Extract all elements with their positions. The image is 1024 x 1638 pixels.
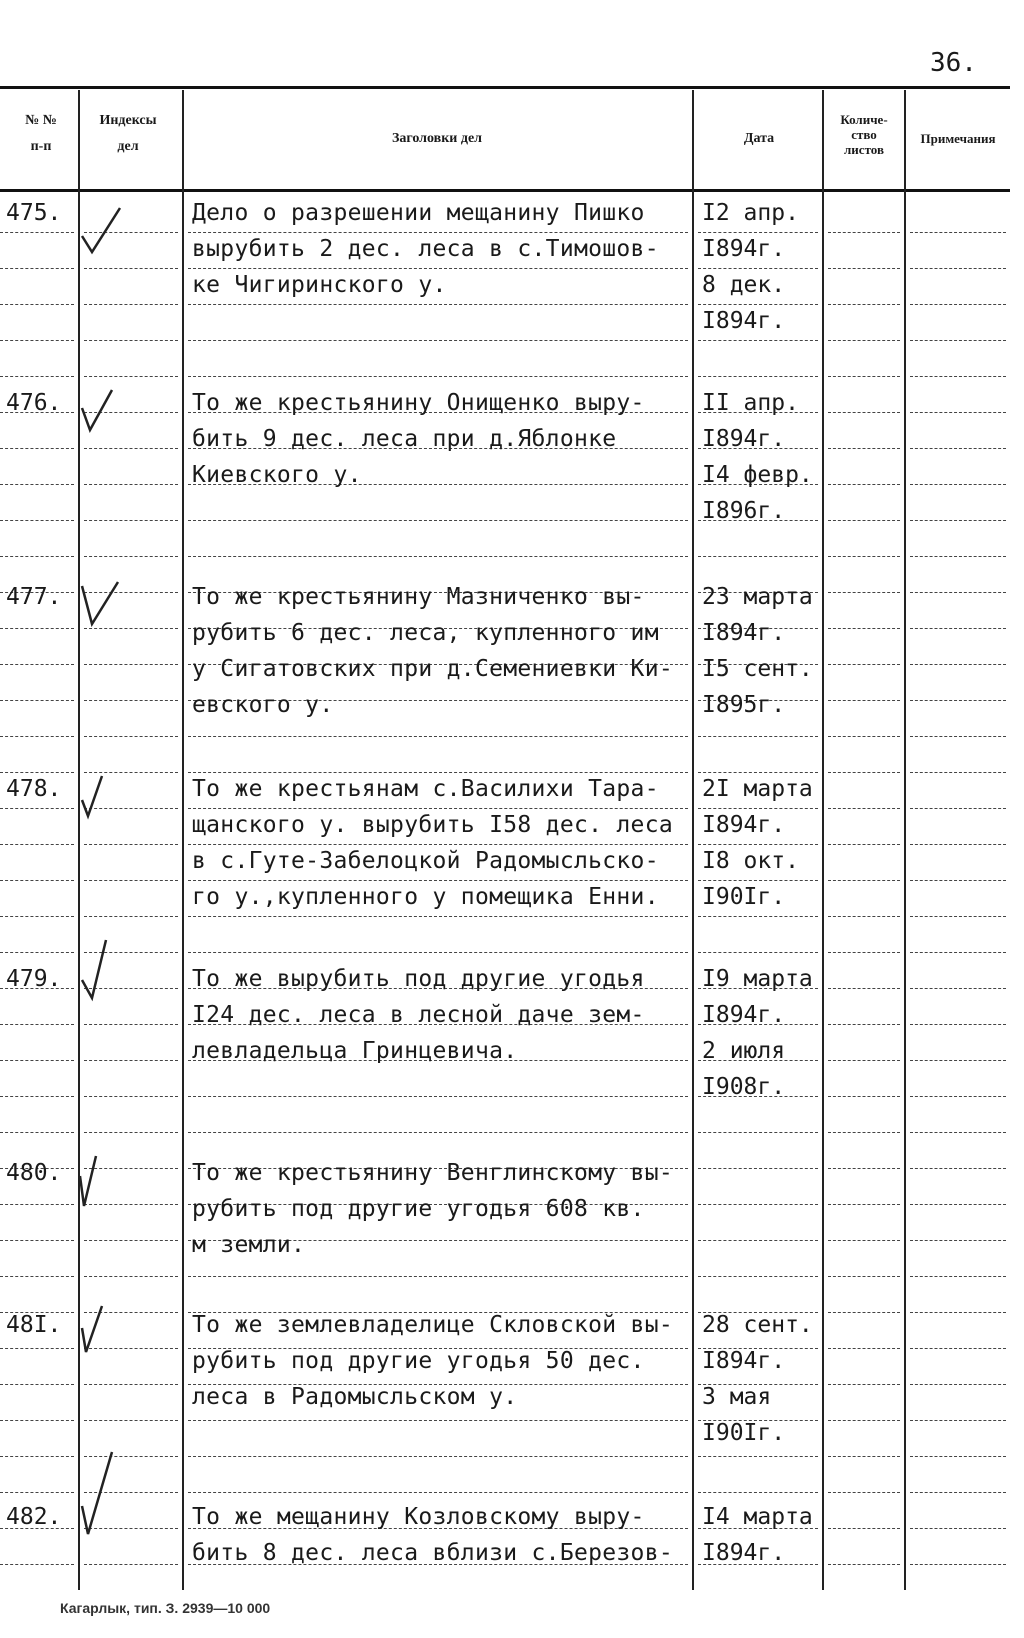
ruled-line	[0, 628, 74, 630]
check-mark-icon	[78, 204, 128, 258]
ruled-line	[910, 484, 1006, 486]
record-date-line: 2I марта	[702, 776, 813, 802]
ruled-line	[0, 952, 74, 954]
ruled-line	[828, 628, 900, 630]
ruled-line	[0, 1060, 74, 1062]
ruled-line	[828, 1240, 900, 1242]
ruled-line	[0, 1024, 74, 1026]
ruled-line	[698, 1132, 818, 1134]
ruled-line	[910, 808, 1006, 810]
ruled-line	[698, 340, 818, 342]
ruled-line	[188, 1420, 688, 1422]
ruled-line	[698, 1456, 818, 1458]
column-header-number: № № п-п	[25, 113, 57, 154]
record-date-line: I90Iг.	[702, 1420, 786, 1446]
ruled-line	[84, 1024, 178, 1026]
ruled-line	[828, 1384, 900, 1386]
ruled-line	[910, 844, 1006, 846]
record-date-line: I894г.	[702, 1348, 786, 1374]
record-title-line: I24 дес. леса в лесной даче зем-	[192, 1002, 645, 1028]
column-header-date: Дата	[743, 131, 775, 146]
ruled-line	[698, 1240, 818, 1242]
record-title-line: Дело о разрешении мещанину Пишко	[192, 200, 645, 226]
record-number: 482.	[6, 1504, 62, 1530]
ruled-line	[698, 880, 818, 882]
record-date-line: I9 марта	[702, 966, 813, 992]
ruled-line	[698, 556, 818, 558]
ruled-line	[910, 1312, 1006, 1314]
ruled-line	[0, 844, 74, 846]
ruled-line	[828, 448, 900, 450]
ruled-line	[910, 880, 1006, 882]
record-title-line: бить 9 дес. леса при д.Яблонке	[192, 426, 617, 452]
ruled-line	[84, 1132, 178, 1134]
ruled-line	[84, 880, 178, 882]
ruled-line	[0, 484, 74, 486]
ruled-line	[0, 1204, 74, 1206]
check-mark-icon	[78, 1304, 128, 1358]
ruled-line	[188, 340, 688, 342]
ruled-line	[188, 916, 688, 918]
record-date-line: I894г.	[702, 308, 786, 334]
column-header-sheets: Количе- ство листов	[840, 112, 888, 157]
ruled-line	[698, 1492, 818, 1494]
column-header-index: Индексы дел	[99, 113, 157, 154]
ruled-line	[828, 1024, 900, 1026]
ruled-line	[84, 1276, 178, 1278]
ruled-line	[828, 1096, 900, 1098]
ruled-line	[910, 1564, 1006, 1566]
ruled-line	[828, 1564, 900, 1566]
ruled-line	[828, 664, 900, 666]
ruled-line	[828, 952, 900, 954]
record-date-line: I894г.	[702, 236, 786, 262]
ruled-line	[698, 772, 818, 774]
ruled-line	[698, 232, 818, 234]
record-date-line: II апр.	[702, 390, 799, 416]
record-title-line: у Сигатовских при д.Семениевки Ки-	[192, 656, 674, 682]
ruled-line	[828, 916, 900, 918]
ruled-line	[188, 556, 688, 558]
record-number: 477.	[6, 584, 62, 610]
record-date-line: I895г.	[702, 692, 786, 718]
ruled-line	[84, 1060, 178, 1062]
ruled-line	[910, 556, 1006, 558]
ruled-line	[188, 1096, 688, 1098]
ruled-line	[0, 1420, 74, 1422]
ruled-line	[84, 916, 178, 918]
header-bottom-rule	[0, 189, 1010, 192]
ruled-line	[188, 268, 688, 270]
record-date-line: I894г.	[702, 812, 786, 838]
ruled-line	[0, 1348, 74, 1350]
record-number: 476.	[6, 390, 62, 416]
ruled-line	[84, 520, 178, 522]
ruled-line	[188, 232, 688, 234]
record-date-line: I5 сент.	[702, 656, 813, 682]
ruled-line	[828, 1492, 900, 1494]
ruled-line	[828, 412, 900, 414]
check-mark-icon	[78, 936, 128, 1006]
header-top-rule	[0, 86, 1010, 89]
record-title-line: м земли.	[192, 1232, 306, 1258]
ruled-line	[84, 736, 178, 738]
ruled-line	[0, 736, 74, 738]
ruled-line	[0, 808, 74, 810]
printer-imprint: Кагарлык, тип. З. 2939—10 000	[60, 1600, 271, 1616]
record-number: 475.	[6, 200, 62, 226]
ruled-line	[188, 1492, 688, 1494]
ruled-line	[828, 772, 900, 774]
ruled-line	[0, 1492, 74, 1494]
column-divider	[822, 90, 824, 1590]
ruled-line	[828, 880, 900, 882]
ruled-line	[828, 1528, 900, 1530]
ruled-line	[698, 304, 818, 306]
ruled-line	[828, 232, 900, 234]
ruled-line	[84, 376, 178, 378]
record-title-line: То же крестьянину Мазниченко вы-	[192, 584, 645, 610]
ruled-line	[84, 1420, 178, 1422]
ruled-line	[0, 376, 74, 378]
ruled-line	[84, 1384, 178, 1386]
record-title-line: евского у.	[192, 692, 334, 718]
record-date-line: I894г.	[702, 1002, 786, 1028]
record-title-line: То же мещанину Козловскому выру-	[192, 1504, 645, 1530]
ruled-line	[910, 664, 1006, 666]
ruled-line	[188, 376, 688, 378]
record-title-line: рубить 6 дес. леса, купленного им	[192, 620, 659, 646]
record-date-line: I894г.	[702, 620, 786, 646]
record-title-line: го у.,купленного у помещика Енни.	[192, 884, 659, 910]
ruled-line	[0, 916, 74, 918]
record-date-line: 23 марта	[702, 584, 813, 610]
ruled-line	[910, 1024, 1006, 1026]
ruled-line	[910, 1384, 1006, 1386]
ruled-line	[828, 808, 900, 810]
ruled-line	[910, 1492, 1006, 1494]
ruled-line	[828, 1276, 900, 1278]
record-date-line: I2 апр.	[702, 200, 799, 226]
ruled-line	[910, 1096, 1006, 1098]
ruled-line	[188, 808, 688, 810]
ruled-line	[698, 376, 818, 378]
record-date-line: 2 июля	[702, 1038, 786, 1064]
record-title-line: ке Чигиринского у.	[192, 272, 447, 298]
ruled-line	[698, 736, 818, 738]
record-title-line: Киевского у.	[192, 462, 362, 488]
ruled-line	[910, 1240, 1006, 1242]
check-mark-icon	[78, 384, 128, 438]
ruled-line	[84, 268, 178, 270]
ruled-line	[910, 952, 1006, 954]
ruled-line	[0, 1564, 74, 1566]
check-mark-icon	[78, 774, 128, 828]
ruled-line	[0, 772, 74, 774]
ruled-line	[910, 1132, 1006, 1134]
record-date-line: I90Iг.	[702, 884, 786, 910]
record-title-line: То же крестьянам с.Василихи Тара-	[192, 776, 659, 802]
record-number: 478.	[6, 776, 62, 802]
ruled-line	[84, 484, 178, 486]
ruled-line	[0, 664, 74, 666]
ruled-line	[910, 700, 1006, 702]
page-number: 36.	[930, 48, 977, 78]
ruled-line	[910, 232, 1006, 234]
check-mark-icon	[78, 580, 128, 634]
ruled-line	[910, 1060, 1006, 1062]
ruled-line	[910, 340, 1006, 342]
ruled-line	[188, 520, 688, 522]
ruled-line	[0, 304, 74, 306]
check-mark-icon	[78, 1154, 128, 1214]
ruled-line	[698, 952, 818, 954]
column-divider	[692, 90, 694, 1590]
record-title-line: То же вырубить под другие угодья	[192, 966, 645, 992]
ruled-line	[0, 1456, 74, 1458]
ruled-line	[0, 340, 74, 342]
ruled-line	[910, 1168, 1006, 1170]
ruled-line	[0, 1132, 74, 1134]
ruled-line	[698, 1168, 818, 1170]
ruled-line	[84, 700, 178, 702]
record-date-line: I8 окт.	[702, 848, 799, 874]
ruled-line	[84, 556, 178, 558]
column-header-title: Заголовки дел	[391, 131, 483, 146]
ruled-line	[910, 1348, 1006, 1350]
ruled-line	[828, 700, 900, 702]
ruled-line	[0, 268, 74, 270]
ruled-line	[188, 304, 688, 306]
ruled-line	[0, 700, 74, 702]
ruled-line	[828, 1132, 900, 1134]
ruled-line	[910, 376, 1006, 378]
record-title-line: вырубить 2 дес. леса в с.Тимошов-	[192, 236, 659, 262]
ruled-line	[828, 556, 900, 558]
ruled-line	[0, 1384, 74, 1386]
ruled-line	[910, 448, 1006, 450]
ruled-line	[910, 1528, 1006, 1530]
ruled-line	[188, 952, 688, 954]
ruled-line	[910, 628, 1006, 630]
record-date-line: I908г.	[702, 1074, 786, 1100]
ruled-line	[0, 556, 74, 558]
column-divider	[78, 90, 80, 1590]
ruled-line	[188, 1132, 688, 1134]
ruled-line	[828, 376, 900, 378]
ruled-line	[84, 304, 178, 306]
ruled-line	[84, 448, 178, 450]
record-title-line: То же крестьянину Венглинскому вы-	[192, 1160, 674, 1186]
ruled-line	[188, 844, 688, 846]
ruled-line	[828, 988, 900, 990]
record-title-line: в с.Гуте-Забелоцкой Радомысльско-	[192, 848, 659, 874]
ruled-line	[188, 880, 688, 882]
ruled-line	[910, 916, 1006, 918]
record-date-line: 8 дек.	[702, 272, 786, 298]
check-mark-icon	[78, 1450, 128, 1540]
record-title-line: То же землевладелице Скловской вы-	[192, 1312, 674, 1338]
record-title-line: леса в Радомысльском у.	[192, 1384, 518, 1410]
ruled-line	[910, 1420, 1006, 1422]
ruled-line	[828, 340, 900, 342]
ruled-line	[910, 772, 1006, 774]
record-title-line: То же крестьянину Онищенко выру-	[192, 390, 645, 416]
ruled-line	[0, 1276, 74, 1278]
ruled-line	[828, 1312, 900, 1314]
ruled-line	[84, 1564, 178, 1566]
ruled-line	[910, 592, 1006, 594]
ruled-line	[84, 340, 178, 342]
ruled-line	[910, 1276, 1006, 1278]
ruled-line	[910, 304, 1006, 306]
ruled-line	[910, 736, 1006, 738]
ruled-line	[0, 1096, 74, 1098]
ruled-line	[828, 736, 900, 738]
ruled-line	[188, 1456, 688, 1458]
ruled-line	[698, 268, 818, 270]
ruled-line	[188, 772, 688, 774]
ruled-line	[0, 520, 74, 522]
ruled-line	[698, 916, 818, 918]
record-date-line: I894г.	[702, 1540, 786, 1566]
ruled-line	[84, 844, 178, 846]
ruled-line	[84, 1240, 178, 1242]
ruled-line	[828, 1420, 900, 1422]
column-header-notes: Примечания	[920, 131, 996, 146]
ruled-line	[910, 412, 1006, 414]
ruled-line	[910, 1456, 1006, 1458]
ruled-line	[910, 1204, 1006, 1206]
ruled-line	[0, 448, 74, 450]
ruled-line	[698, 1276, 818, 1278]
ruled-line	[828, 1060, 900, 1062]
ruled-line	[828, 304, 900, 306]
record-title-line: щанского у. вырубить I58 дес. леса	[192, 812, 674, 838]
ruled-line	[910, 520, 1006, 522]
ruled-line	[828, 844, 900, 846]
ruled-line	[0, 880, 74, 882]
record-title-line: левладельца Гринцевича.	[192, 1038, 518, 1064]
record-number: 479.	[6, 966, 62, 992]
record-date-line: I4 февр.	[702, 462, 813, 488]
record-date-line: 3 мая	[702, 1384, 772, 1410]
record-date-line: 28 сент.	[702, 1312, 813, 1338]
ruled-line	[188, 1276, 688, 1278]
ruled-line	[188, 736, 688, 738]
column-divider	[904, 90, 906, 1590]
ruled-line	[828, 1456, 900, 1458]
ruled-line	[828, 268, 900, 270]
ruled-line	[828, 520, 900, 522]
record-number: 48I.	[6, 1312, 62, 1338]
ruled-line	[698, 844, 818, 846]
ruled-line	[0, 1240, 74, 1242]
ruled-line	[828, 1348, 900, 1350]
ruled-line	[84, 664, 178, 666]
ruled-line	[698, 808, 818, 810]
ruled-line	[828, 592, 900, 594]
ruled-line	[84, 1096, 178, 1098]
ruled-line	[0, 232, 74, 234]
ruled-line	[910, 988, 1006, 990]
ruled-line	[910, 268, 1006, 270]
ruled-line	[828, 484, 900, 486]
ruled-line	[828, 1168, 900, 1170]
record-title-line: рубить под другие угодья 608 кв.	[192, 1196, 645, 1222]
record-title-line: бить 8 дес. леса вблизи с.Березов-	[192, 1540, 674, 1566]
column-divider	[182, 90, 184, 1590]
record-date-line: I894г.	[702, 426, 786, 452]
record-date-line: I896г.	[702, 498, 786, 524]
record-date-line: I4 марта	[702, 1504, 813, 1530]
ruled-line	[828, 1204, 900, 1206]
ruled-line	[698, 1204, 818, 1206]
record-number: 480.	[6, 1160, 62, 1186]
record-title-line: рубить под другие угодья 50 дес.	[192, 1348, 645, 1374]
